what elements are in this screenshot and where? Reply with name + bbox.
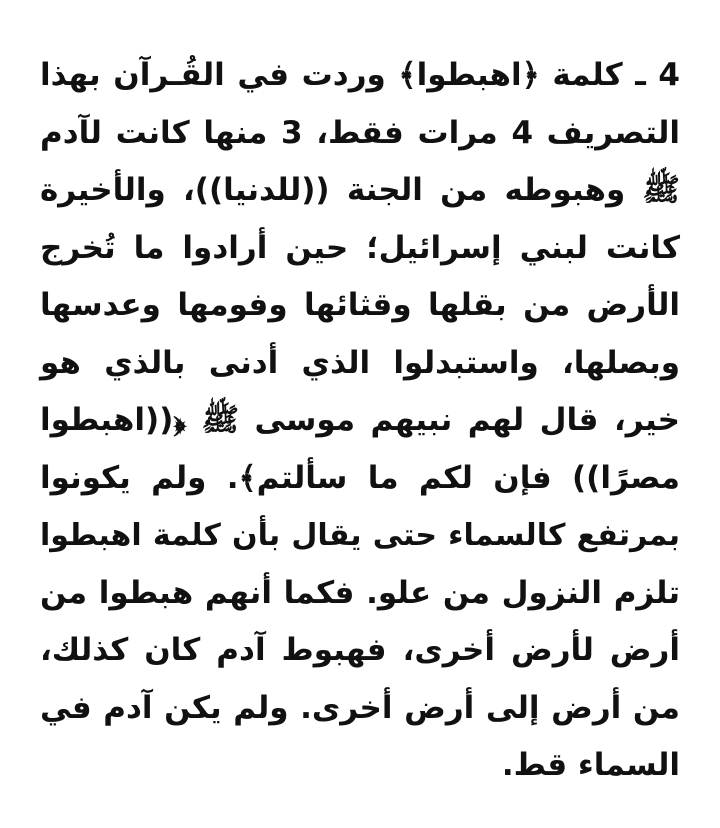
text-line: 4 ـ كلمة ﴿اهبطوا﴾ وردت في القُـرآن بهذا — [40, 57, 680, 93]
text-line: ﷺ وهبوطه من الجنة ((للدنيا))، والأخيرة — [40, 172, 680, 208]
text-line: التصريف 4 مرات فقط، 3 منها كانت لآدم — [40, 114, 680, 151]
text-line: الأرض من بقلها وقثائها وفومها وعدسها — [40, 287, 680, 323]
text-line: مصرًا)) فإن لكم ما سألتم﴾. ولم يكونوا — [40, 459, 680, 496]
text-line: خير، قال لهم نبيهم موسى ﷺ ﴿((اهبطوا — [40, 402, 680, 438]
text-line: من أرض إلى أرض أخرى. ولم يكن آدم في — [40, 689, 680, 726]
document-body — [40, 47, 680, 795]
text-line: تلزم النزول من علو. فكما أنهم هبطوا من — [40, 574, 680, 611]
text-line: بمرتفع كالسماء حتى يقال بأن كلمة اهبطوا — [40, 518, 680, 553]
text-line: كانت لبني إسرائيل؛ حين أرادوا ما تُخرج — [40, 229, 680, 266]
text-line: السماء قط. — [501, 747, 680, 783]
text-line: وبصلها، واستبدلوا الذي أدنى بالذي هو — [40, 344, 680, 381]
text-line: أرض لأرض أخرى، فهبوط آدم كان كذلك، — [40, 632, 680, 668]
